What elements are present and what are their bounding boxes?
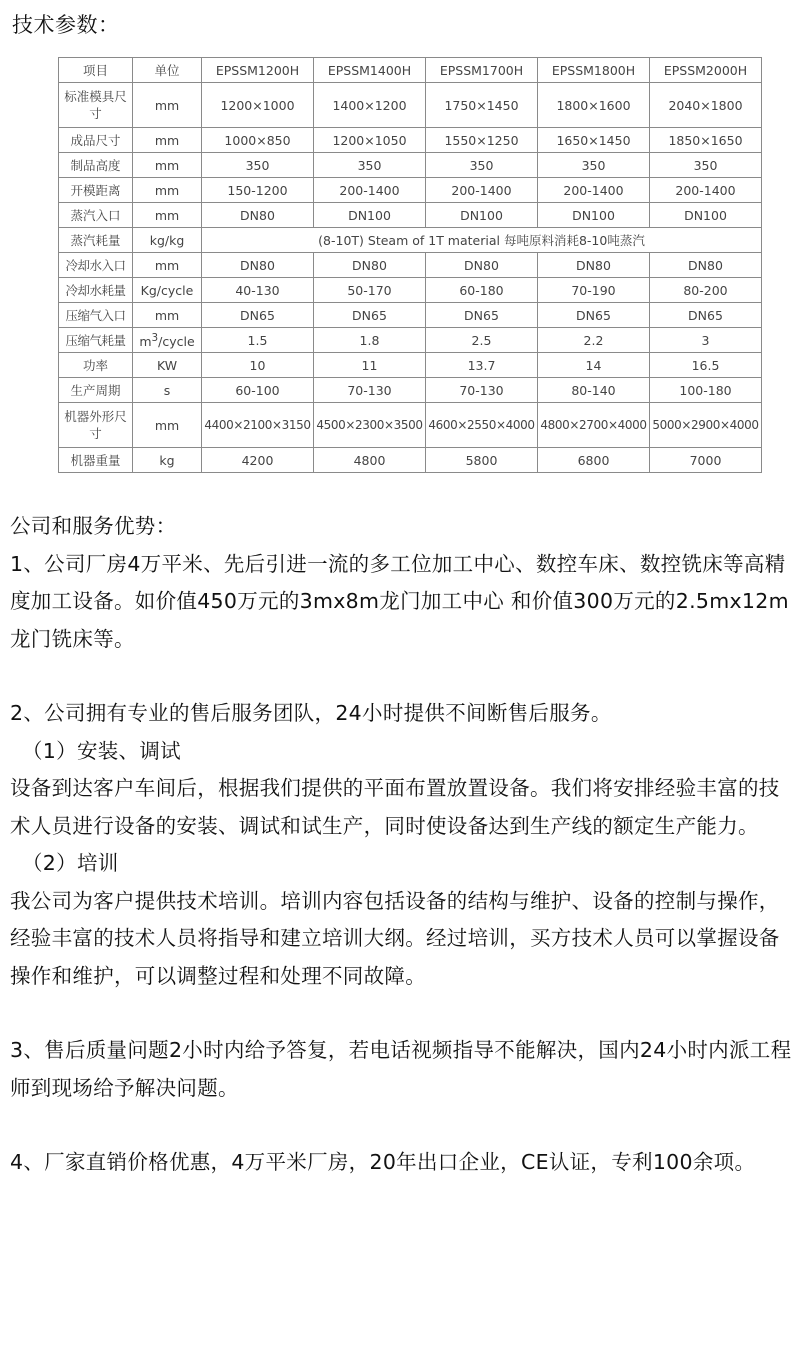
- table-row: [59, 178, 762, 203]
- table-cell: 1.8: [314, 328, 426, 353]
- subsection-installation-title: （1）安装、调试: [22, 738, 181, 763]
- advantage-point-3: 3、售后质量问题2小时内给予答复，若电话视频指导不能解决，国内24小时内派工程师到现场给予解决问题。: [10, 1038, 792, 1100]
- table-cell: 11: [314, 353, 426, 378]
- advantage-point-4: 4、厂家直销价格优惠，4万平米厂房，20年出口企业，CE认证，专利100余项。: [10, 1150, 756, 1174]
- spacer: [10, 1107, 795, 1144]
- table-cell: 70-130: [314, 378, 426, 403]
- table-row: [59, 83, 762, 128]
- row-label: 压缩气耗量: [59, 328, 133, 353]
- row-label: 制品高度: [59, 153, 133, 178]
- row-unit: mm: [133, 83, 202, 128]
- table-cell: DN80: [202, 203, 314, 228]
- table-cell: DN100: [650, 203, 762, 228]
- table-cell: 13.7: [426, 353, 538, 378]
- table-cell: 1000×850: [202, 128, 314, 153]
- row-unit: kg: [133, 448, 202, 473]
- table-cell: 4800: [314, 448, 426, 473]
- header-cell: EPSSM1400H: [314, 58, 426, 83]
- table-cell: 150-1200: [202, 178, 314, 203]
- row-unit: mm: [133, 403, 202, 448]
- table-cell: 1200×1000: [202, 83, 314, 128]
- table-cell: 1750×1450: [426, 83, 538, 128]
- table-cell: 16.5: [650, 353, 762, 378]
- table-cell: 80-140: [538, 378, 650, 403]
- table-cell: DN80: [538, 253, 650, 278]
- table-cell: 350: [538, 153, 650, 178]
- table-cell: 6800: [538, 448, 650, 473]
- table-cell: 10: [202, 353, 314, 378]
- table-cell: 1200×1050: [314, 128, 426, 153]
- header-cell: EPSSM1200H: [202, 58, 314, 83]
- table-row: [59, 128, 762, 153]
- advantages-title: 公司和服务优势：: [10, 514, 177, 538]
- header-cell: EPSSM1700H: [426, 58, 538, 83]
- table-cell: DN65: [538, 303, 650, 328]
- subsection-training-title: （2）培训: [22, 851, 119, 875]
- unit-sup: 3: [151, 331, 159, 344]
- table-row: [59, 228, 762, 253]
- subsection-installation-text: 设备到达客户车间后，根据我们提供的平面布置放置设备。我们将安排经验丰富的技术人员进行设备的安装、调试和试生产，同时使设备达到生产线的额定生产能力。: [10, 776, 780, 838]
- table-cell: DN65: [426, 303, 538, 328]
- row-label: 冷却水耗量: [59, 278, 133, 303]
- table-cell: 50-170: [314, 278, 426, 303]
- spacer: [10, 995, 795, 1032]
- table-row: [59, 448, 762, 473]
- table-cell: 2.5: [426, 328, 538, 353]
- table-row: [59, 253, 762, 278]
- advantage-point-2: 2、公司拥有专业的售后服务团队，24小时提供不间断售后服务。: [10, 701, 612, 725]
- table-cell: 14: [538, 353, 650, 378]
- table-cell: 5800: [426, 448, 538, 473]
- table-cell: 2.2: [538, 328, 650, 353]
- table-cell: 80-200: [650, 278, 762, 303]
- header-cell: 单位: [133, 58, 202, 83]
- table-cell: DN80: [426, 253, 538, 278]
- spec-table: [58, 57, 762, 473]
- table-cell: DN80: [202, 253, 314, 278]
- table-cell: 40-130: [202, 278, 314, 303]
- row-unit: mm: [133, 128, 202, 153]
- row-label: 机器重量: [59, 448, 133, 473]
- row-label: 成品尺寸: [59, 128, 133, 153]
- table-cell: 4800×2700×4000: [538, 403, 650, 448]
- table-cell: 60-100: [202, 378, 314, 403]
- table-cell: 100-180: [650, 378, 762, 403]
- table-row: [59, 278, 762, 303]
- table-cell: 350: [314, 153, 426, 178]
- table-cell: DN65: [202, 303, 314, 328]
- merged-cell: (8-10T) Steam of 1T material 每吨原料消耗8-10吨蒸汽: [202, 228, 762, 253]
- row-label: 标准模具尺寸: [59, 83, 133, 128]
- table-cell: DN65: [650, 303, 762, 328]
- row-label: 压缩气入口: [59, 303, 133, 328]
- table-cell: 1550×1250: [426, 128, 538, 153]
- table-cell: 350: [202, 153, 314, 178]
- unit-tail: /cycle: [158, 334, 195, 350]
- subsection-training-text: 我公司为客户提供技术培训。培训内容包括设备的结构与维护、设备的控制与操作，经验丰富的技术人员将指导和建立培训大纲。经过培训，买方技术人员可以掌握设备操作和维护，可以调整过程和处理不同故障。: [10, 888, 780, 988]
- header-cell: EPSSM2000H: [650, 58, 762, 83]
- table-row: [59, 403, 762, 448]
- row-unit: Kg/cycle: [133, 278, 202, 303]
- table-cell: 200-1400: [650, 178, 762, 203]
- table-cell: 200-1400: [426, 178, 538, 203]
- table-cell: 4500×2300×3500: [314, 403, 426, 448]
- table-cell: DN100: [426, 203, 538, 228]
- table-cell: 4400×2100×3150: [202, 403, 314, 448]
- row-unit: [133, 328, 202, 353]
- row-label: 机器外形尺寸: [59, 403, 133, 448]
- table-cell: 70-190: [538, 278, 650, 303]
- row-unit: kg/kg: [133, 228, 202, 253]
- advantage-point-1: 1、公司厂房4万平米、先后引进一流的多工位加工中心、数控车床、数控铣床等高精度加工设备。如价值450万元的3mx8m龙门加工中心 和价值300万元的2.5mx12m龙门铣床等。: [10, 551, 789, 651]
- table-cell: 70-130: [426, 378, 538, 403]
- table-cell: DN100: [314, 203, 426, 228]
- table-cell: 60-180: [426, 278, 538, 303]
- table-cell: 3: [650, 328, 762, 353]
- table-cell: 350: [426, 153, 538, 178]
- table-cell: 200-1400: [314, 178, 426, 203]
- table-row: [59, 378, 762, 403]
- table-row: [59, 153, 762, 178]
- row-unit: KW: [133, 353, 202, 378]
- row-label: 冷却水入口: [59, 253, 133, 278]
- row-unit: mm: [133, 303, 202, 328]
- table-cell: 350: [650, 153, 762, 178]
- table-cell: DN80: [650, 253, 762, 278]
- table-row: [59, 353, 762, 378]
- table-row: [59, 303, 762, 328]
- table-header-row: [59, 58, 762, 83]
- table-cell: DN65: [314, 303, 426, 328]
- table-cell: 1.5: [202, 328, 314, 353]
- table-cell: 4200: [202, 448, 314, 473]
- row-unit: mm: [133, 203, 202, 228]
- table-cell: 1800×1600: [538, 83, 650, 128]
- table-row: [59, 203, 762, 228]
- row-label: 蒸汽入口: [59, 203, 133, 228]
- row-label: 蒸汽耗量: [59, 228, 133, 253]
- row-label: 开模距离: [59, 178, 133, 203]
- row-unit: mm: [133, 178, 202, 203]
- row-label: 功率: [59, 353, 133, 378]
- table-cell: 5000×2900×4000: [650, 403, 762, 448]
- header-cell: EPSSM1800H: [538, 58, 650, 83]
- header-cell: 项目: [59, 58, 133, 83]
- spec-heading: 技术参数：: [12, 13, 120, 37]
- table-cell: 1400×1200: [314, 83, 426, 128]
- row-unit: mm: [133, 153, 202, 178]
- table-cell: DN100: [538, 203, 650, 228]
- row-unit: s: [133, 378, 202, 403]
- unit-base: m: [139, 334, 152, 350]
- table-cell: 1850×1650: [650, 128, 762, 153]
- advantages-section: [10, 508, 795, 1182]
- row-unit: mm: [133, 253, 202, 278]
- table-row: [59, 328, 762, 353]
- table-cell: DN80: [314, 253, 426, 278]
- table-cell: 4600×2550×4000: [426, 403, 538, 448]
- table-cell: 2040×1800: [650, 83, 762, 128]
- table-cell: 1650×1450: [538, 128, 650, 153]
- table-cell: 200-1400: [538, 178, 650, 203]
- row-label: 生产周期: [59, 378, 133, 403]
- table-cell: 7000: [650, 448, 762, 473]
- spacer: [10, 658, 795, 695]
